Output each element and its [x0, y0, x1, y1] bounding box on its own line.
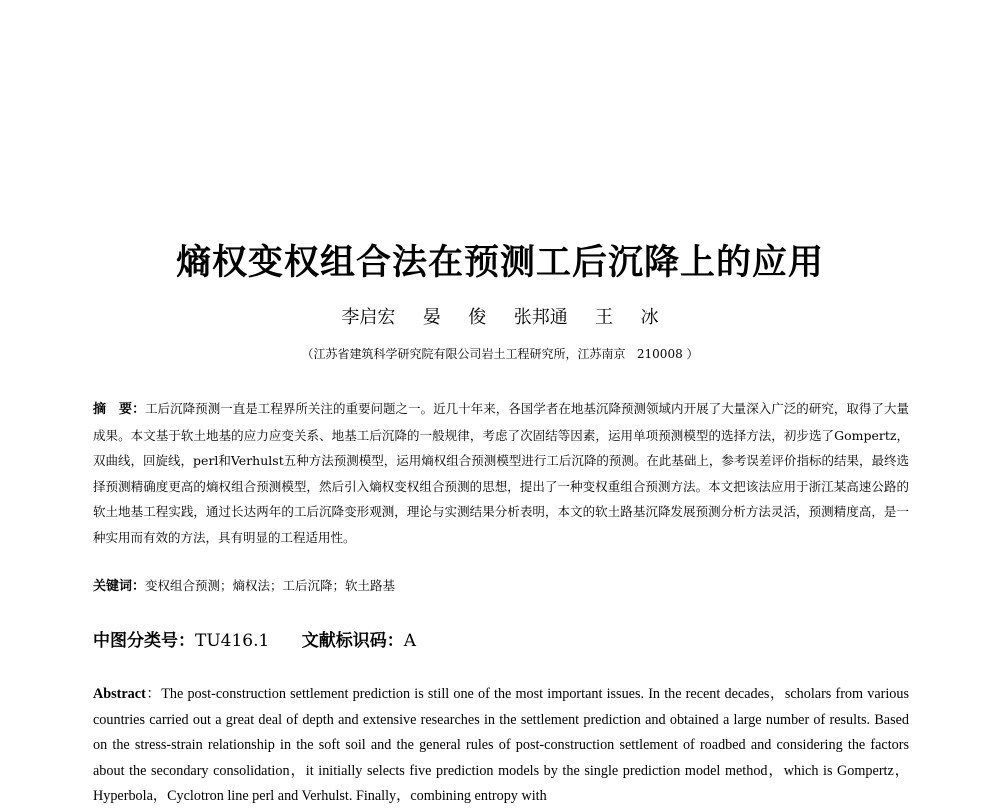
- classification-line: [93, 626, 909, 656]
- author-list: 李启宏 晏 俊 张邦通 王 冰: [341, 307, 659, 328]
- paper-title: 熵权变权组合法在预测工后沉降上的应用: [175, 243, 824, 283]
- chinese-abstract-label: 摘 要：: [93, 402, 146, 417]
- keywords: [93, 573, 909, 599]
- clc-value: TU416.1: [195, 631, 270, 651]
- document-code-label: 文献标识码：: [301, 631, 404, 651]
- english-abstract-label: Abstract: [93, 686, 146, 702]
- clc-label: 中图分类号：: [93, 631, 195, 651]
- keywords-text: 变权组合预测；熵权法；工后沉降；软土路基: [145, 578, 396, 593]
- keywords-label: 关键词：: [93, 579, 146, 594]
- author-affiliation: （江苏省建筑科学研究院有限公司岩土工程研究所，江苏南京 210008 ）: [301, 347, 699, 361]
- english-abstract-text: ：The post-construction settlement prediction is still one of the most important issues. In the recent decades，scholars from various countries carried out a great deal of depth and extensive researches in the settlement prediction and obtained a large number of results. Based on the stress-strain relationship in the soft soil and the general rules of post-construction settlement of roadbed and considering the factors about the secondary consolidation，it initially selects five prediction models by the single prediction model method，which is Gompertz，Hyperbola，Cyclotron line perl and Verhulst. Finally，combining entropy with: [93, 686, 909, 804]
- document-code-value: A: [403, 631, 417, 651]
- english-abstract: [93, 682, 909, 810]
- chinese-abstract-text: 工后沉降预测一直是工程界所关注的重要问题之一。近几十年来，各国学者在地基沉降预测领域内开展了大量深入广泛的研究，取得了大量成果。本文基于软土地基的应力应变关系、地基工后沉降的一般规律，考虑了次固结等因素，运用单项预测模型的选择方法，初步选了Gompertz，双曲线，回旋线，perl和Verhulst五种方法预测模型，运用熵权组合预测模型进行工后沉降的预测。在此基础上，参考误差评价指标的结果，最终选择预测精确度更高的熵权组合预测模型，然后引入熵权变权组合预测的思想，提出了一种变权重组合预测方法。本文把该法应用于浙江某高速公路的软土地基工程实践，通过长达两年的工后沉降变形观测，理论与实测结果分析表明，本文的软土路基沉降发展预测分析方法灵活，预测精度高，是一种实用而有效的方法，具有明显的工程适用性。: [93, 401, 909, 545]
- chinese-abstract: [93, 396, 909, 550]
